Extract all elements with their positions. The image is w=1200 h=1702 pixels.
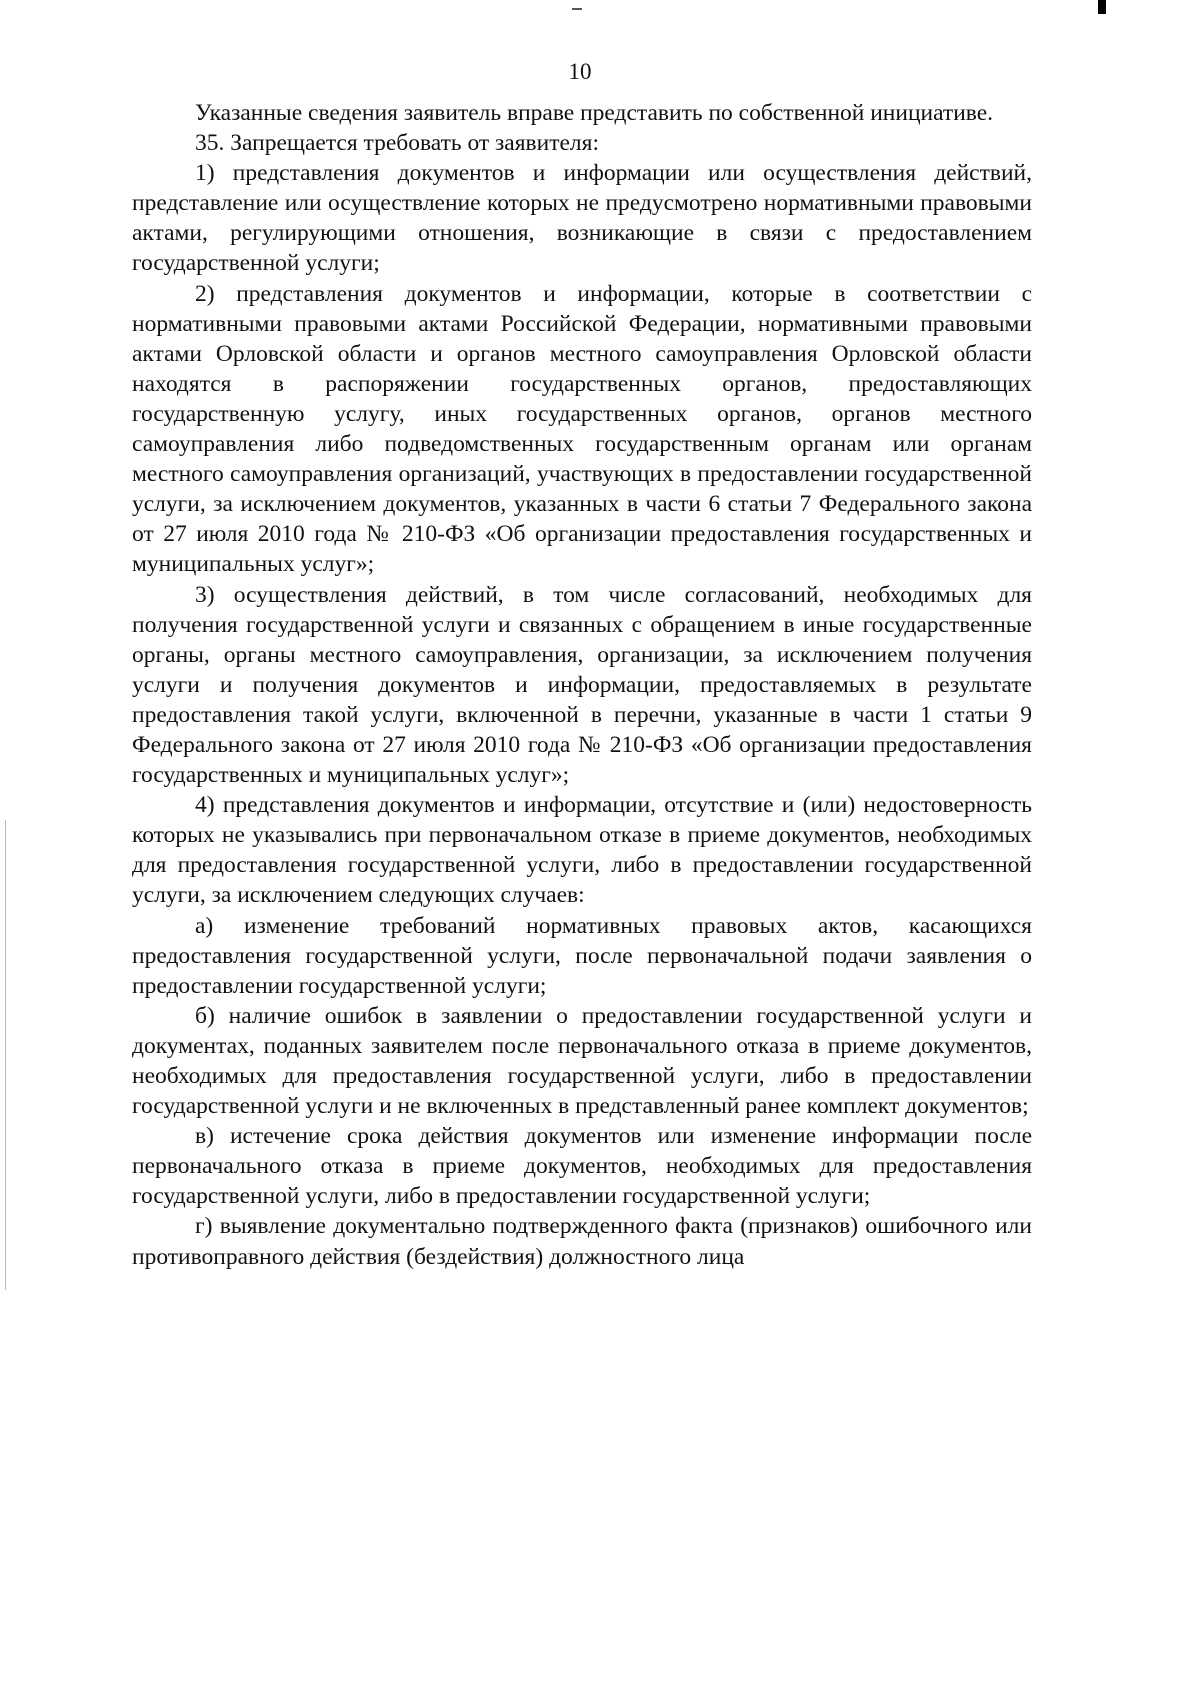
paragraph-intro-note: Указанные сведения заявитель вправе представить по собственной инициативе.	[195, 100, 994, 126]
paragraph-subitem-b: б) наличие ошибок в заявлении о предоставлении государственной услуги и документах, поданных заявителем после первоначального отказа в приеме документов, необходимых для предоставления государственной услуги, либо в предоставлении государственной услуги и не включенных в представленный ранее комплект документов;	[132, 1002, 1032, 1120]
paragraph-subitem-a: а) изменение требований нормативных правовых актов, касающихся предоставления государственной услуги, после первоначальной подачи заявления о предоставлении государственной услуги;	[132, 912, 1032, 999]
scan-speck	[572, 8, 582, 10]
paragraph-item-1: 1) представления документов и информации или осуществления действий, представление или осуществление которых не предусмотрено нормативными правовыми актами, регулирующими отношения, возникающие в связи с предоставлением государственной услуги;	[132, 160, 1032, 277]
document-body	[132, 98, 1032, 1272]
paragraph-item-4: 4) представления документов и информации, отсутствие и (или) недостоверность которых не указывались при первоначальном отказе в приеме документов, необходимых для предоставления государственной услуги, либо в предоставлении государственной услуги, за исключением следующих случаев:	[132, 792, 1032, 909]
paragraph-subitem-g: г) выявление документально подтвержденного факта (признаков) ошибочного или противоправного действия (бездействия) должностного лица	[132, 1213, 1032, 1270]
paragraph-item-3: 3) осуществления действий, в том числе согласований, необходимых для получения государственной услуги и связанных с обращением в иные государственные органы, органы местного самоуправления, организации, за исключением получения услуги и получения документов и информации, предоставляемых в результате предоставления такой услуги, включенной в перечни, указанные в части 1 статьи 9 Федерального закона от 27 июля 2010 года № 210-ФЗ «Об организации предоставления государственных и муниципальных услуг»;	[132, 581, 1032, 789]
scan-edge-streak	[5, 820, 6, 1290]
paragraph-clause-35: 35. Запрещается требовать от заявителя:	[195, 130, 599, 157]
paragraph-item-2: 2) представления документов и информации, которые в соответствии с нормативными правовыми актами Российской Федерации, нормативными правовыми актами Орловской области и органов местного самоуправления Орловской области находятся в распоряжении государственных органов, предоставляющих государственную услугу, иных государственных органов, органов местного самоуправления либо подведомственных государственным органам или органам местного самоуправления организаций, участвующих в предоставлении государственной услуги, за исключением документов, указанных в части 6 статьи 7 Федерального закона от 27 июля 2010 года № 210-ФЗ «Об организации предоставления государственных и муниципальных услуг»;	[132, 280, 1032, 578]
scan-corner-mark	[1098, 0, 1106, 14]
paragraph-subitem-v: в) истечение срока действия документов или изменение информации после первоначального отказа в приеме документов, необходимых для предоставления государственной услуги, либо в предоставлении государственной услуги;	[132, 1123, 1032, 1210]
page-number: 10	[568, 59, 592, 84]
